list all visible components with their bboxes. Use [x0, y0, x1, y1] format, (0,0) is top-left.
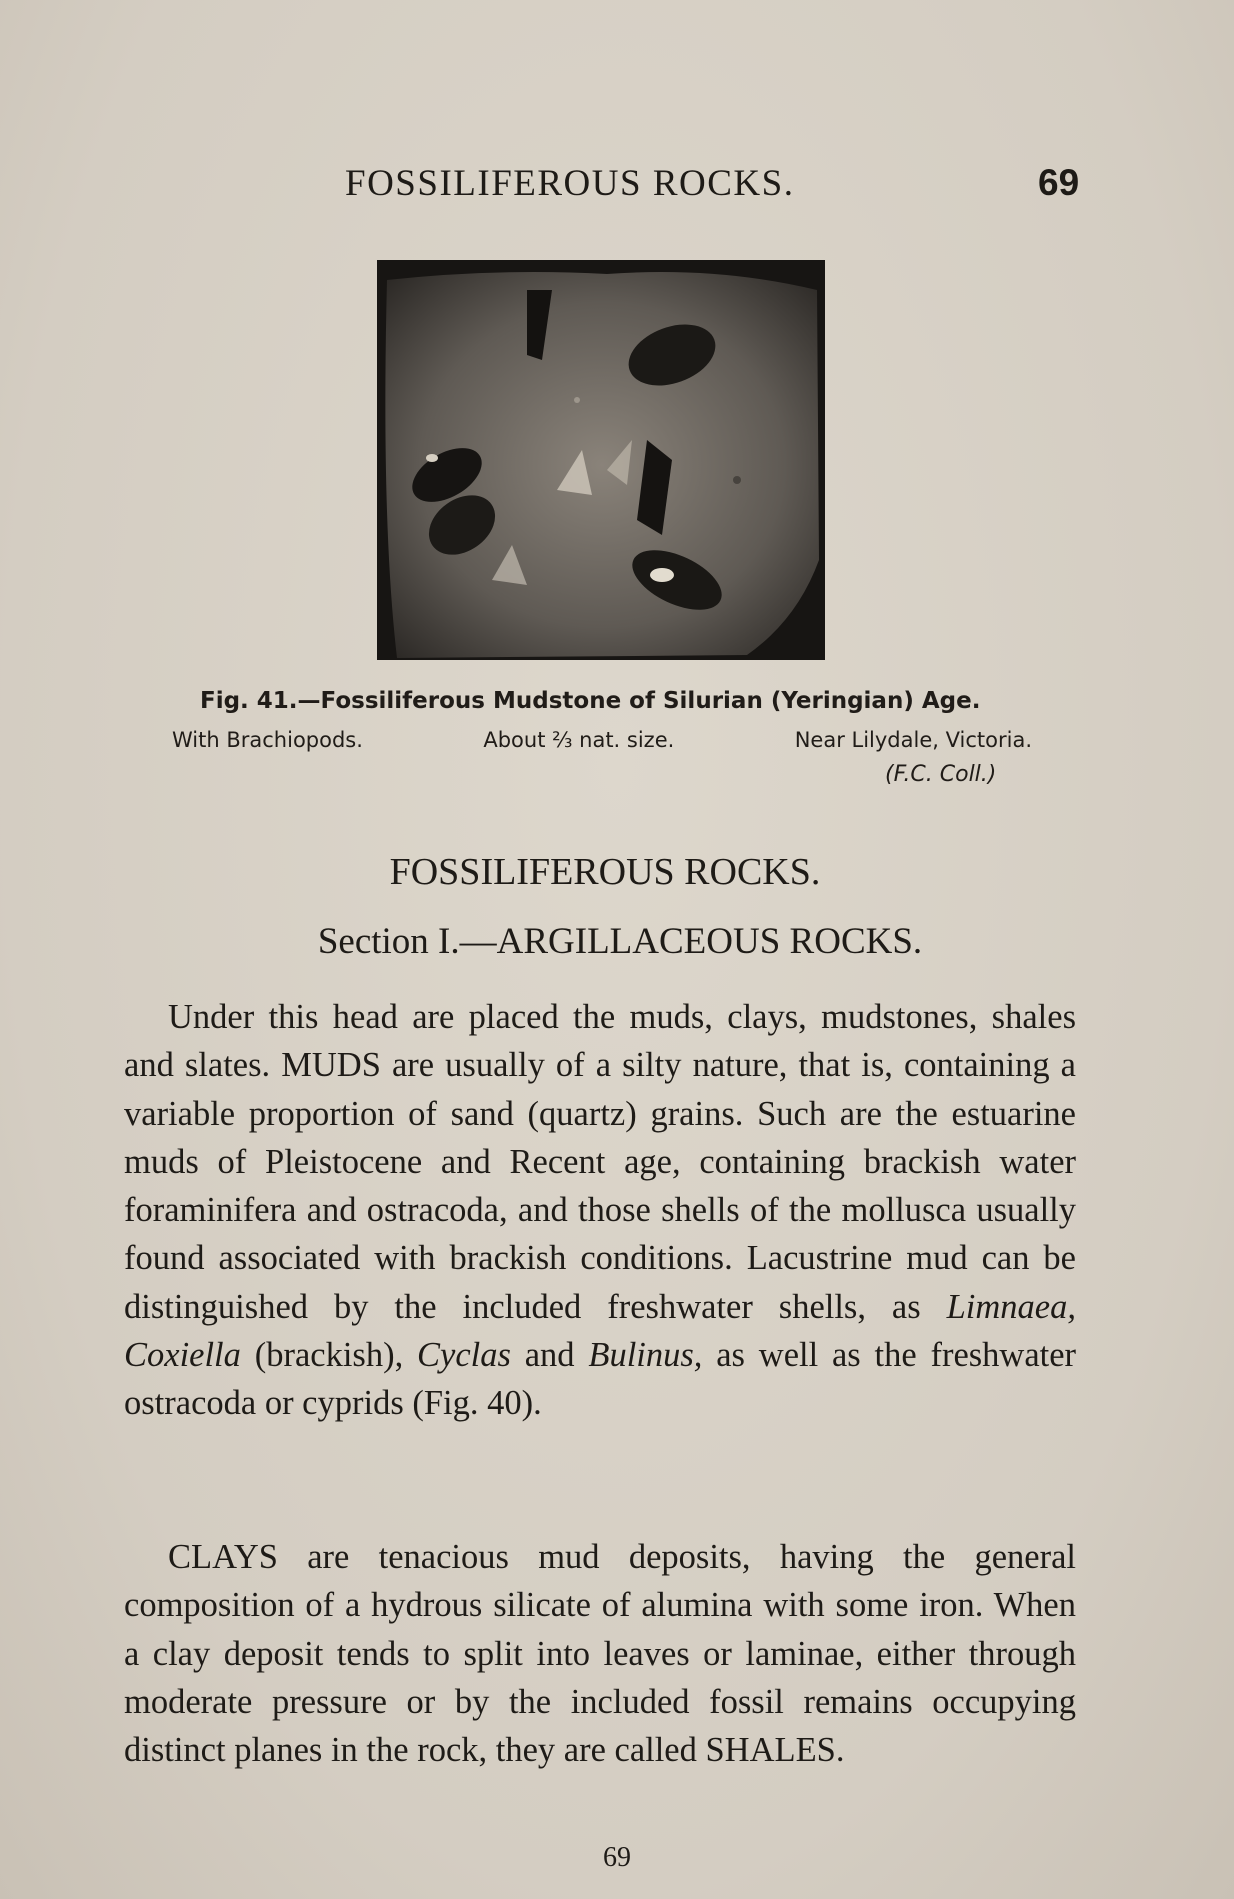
paragraph-text: CLAYS are tenacious mud deposits, having the general composition of a hydrous silicate of alumina with some iron. When a clay deposit tends to split into leaves or laminae, either through moderate pressure or by the included fossil remains occupying distinct planes in the rock, they are called SHALES. — [124, 1538, 1076, 1770]
figure-caption-scale: About ⅔ nat. size. — [483, 728, 675, 752]
species-name: Coxiella — [124, 1336, 241, 1375]
figure-caption-credit: (F.C. Coll.) — [885, 762, 997, 787]
chapter-heading: FOSSILIFEROUS ROCKS. — [389, 851, 821, 893]
running-head — [0, 162, 1234, 212]
body-paragraph-clays — [124, 1533, 1076, 1774]
species-name: Limnaea, — [946, 1287, 1076, 1326]
species-name: Cyclas — [417, 1336, 511, 1375]
paragraph-text: Under this head are placed the muds, clays, mudstones, shales and slates. MUDS are usually of a silty nature, that is, containing a variable proportion of sand (quartz) grains. Such are the estuarine muds of Pleistocene and Recent age, containing brackish water foraminifera and ostracoda, and those shells of the mollusca usually found associated with brackish conditions. Lacustrine mud can be distinguished by the included freshwater shells, as — [124, 998, 1076, 1326]
page-folio: 69 — [603, 1842, 631, 1873]
figure-caption-title: Fig. 41.—Fossiliferous Mudstone of Silurian (Yeringian) Age. — [200, 688, 981, 714]
paragraph-text: (brackish), — [254, 1336, 404, 1375]
running-head-title: FOSSILIFEROUS ROCKS. — [345, 163, 795, 204]
section-heading: Section I.—ARGILLACEOUS ROCKS. — [317, 921, 923, 962]
running-head-page-number: 69 — [1038, 162, 1080, 203]
body-paragraph-muds — [124, 993, 1076, 1428]
figure-caption-subject: With Brachiopods. — [172, 728, 363, 752]
paragraph-text: and — [524, 1336, 575, 1375]
fossil-photograph — [377, 260, 825, 660]
paragraph-text: as well as the freshwater ostracoda or cyprids (Fig. 40). — [124, 1336, 1077, 1423]
fossil-mudstone-image — [377, 260, 825, 660]
species-name: Bulinus, — [588, 1336, 703, 1375]
figure-caption-locality: Near Lilydale, Victoria. — [794, 728, 1032, 752]
figure-caption-details — [172, 728, 1032, 752]
